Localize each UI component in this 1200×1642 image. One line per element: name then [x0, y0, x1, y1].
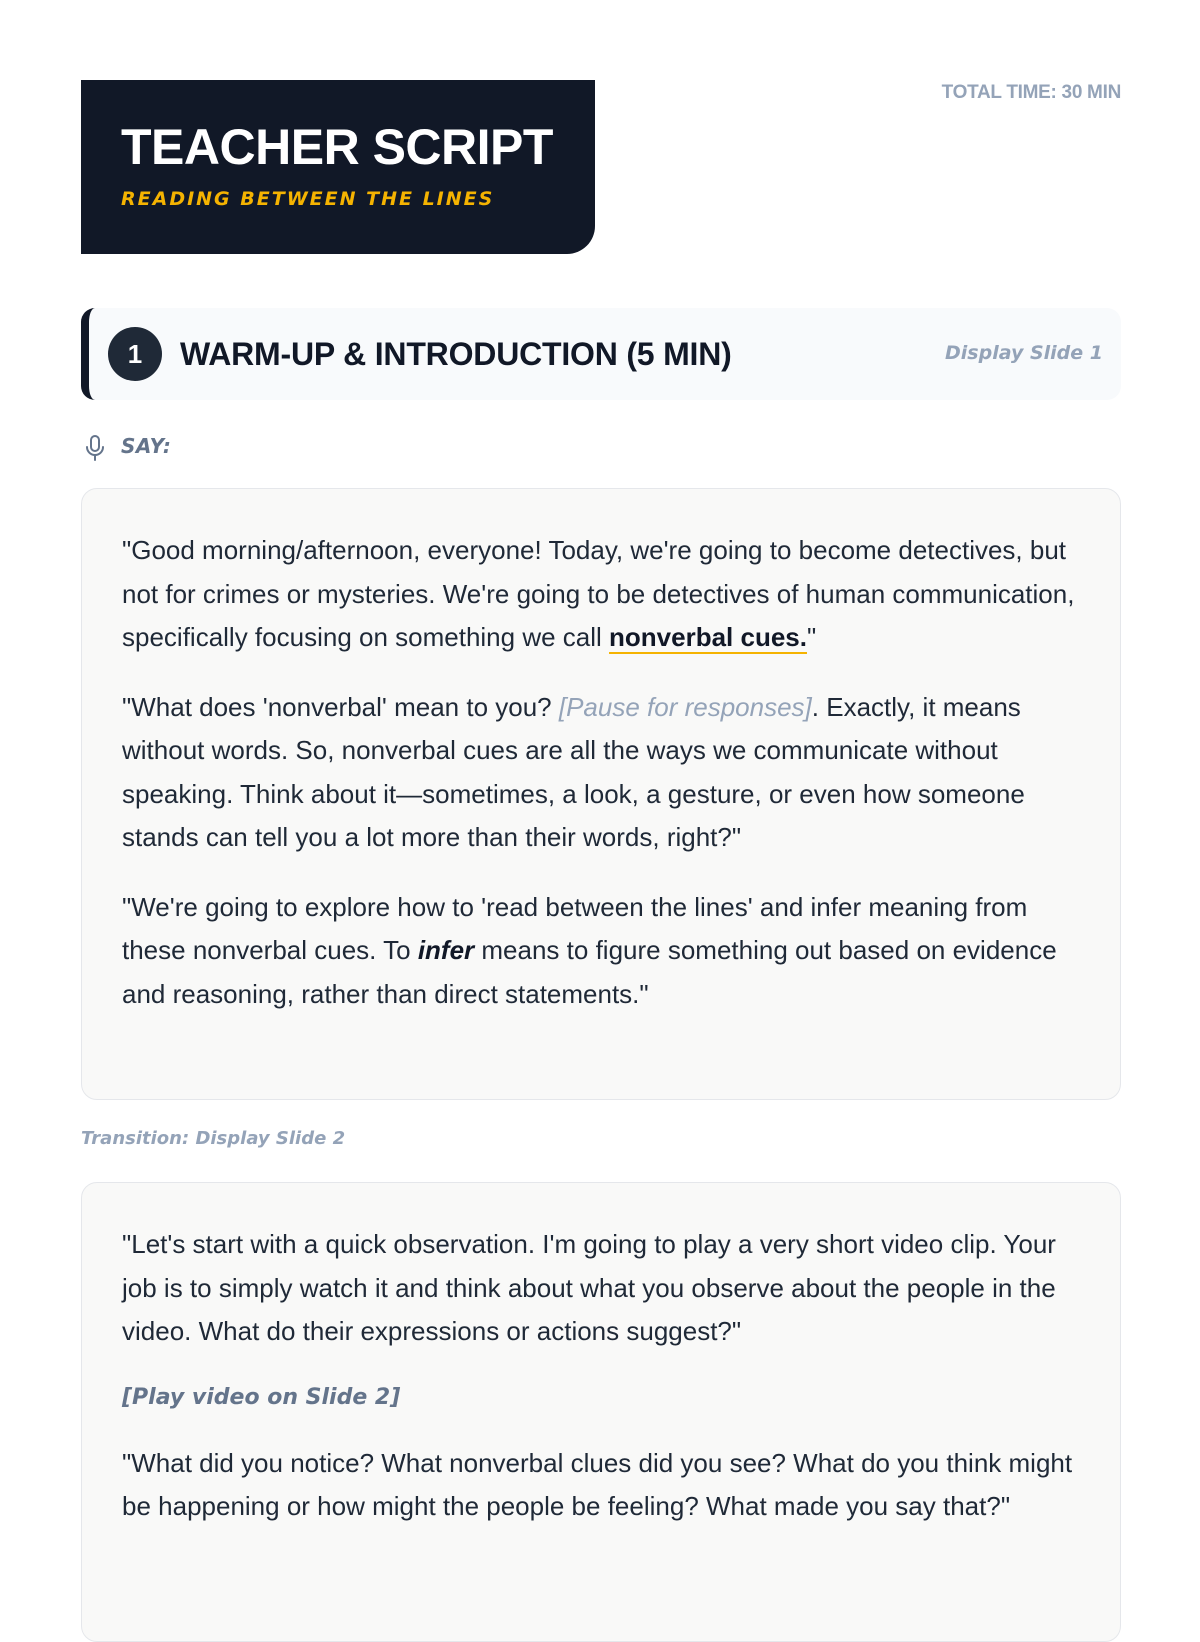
section-title: WARM-UP & INTRODUCTION (5 MIN): [180, 336, 732, 372]
microphone-icon: [83, 434, 107, 462]
script-paragraph: [122, 529, 1080, 660]
stage-direction: [Play video on Slide 2]: [122, 1384, 401, 1410]
paragraph-text: means to figure something out based on evidence and reasoning, rather than direct statements.": [122, 935, 1057, 1009]
script-paragraph: "What did you notice? What nonverbal clues did you see? What do you think might be happening or how might the people be feeling? What made you say that?": [122, 1447, 1073, 1521]
paragraph-text: "What does 'nonverbal' mean to you?: [122, 691, 559, 722]
script-paragraph: [122, 686, 1080, 860]
transition-note: Transition: Display Slide 2: [81, 1128, 346, 1149]
title-block: [81, 80, 595, 254]
script-box: [81, 1182, 1121, 1642]
total-time-label: TOTAL TIME: 30 MIN: [941, 82, 1121, 103]
section-header: [81, 308, 1121, 400]
section-slide-label: Display Slide 1: [945, 342, 1103, 364]
key-term-infer: infer: [417, 935, 475, 965]
header: [81, 80, 1121, 254]
say-label: SAY:: [121, 434, 172, 458]
key-term-nonverbal-cues: nonverbal cues.: [609, 622, 807, 652]
page-subtitle: READING BETWEEN THE LINES: [121, 188, 495, 210]
paragraph-text-end: ": [807, 622, 817, 652]
script-paragraph: "Let's start with a quick observation. I'm going to play a very short video clip. Your job is to simply watch it and think about what you observe about the people in the video. What do their expressions or actions suggest?": [122, 1229, 1056, 1346]
paragraph-text: . Exactly, it means without words. So, nonverbal cues are all the ways we communicate without speaking. Think about it—sometimes, a look, a gesture, or even how someone stands can tell you a lot more than their words, right?": [122, 691, 1025, 852]
script-box: [81, 488, 1121, 1100]
paragraph-text: "Good morning/afternoon, everyone! Today, we're going to become detectives, but not for crimes or mysteries. We're going to be detectives of human communication, specifically focusing on something we call: [122, 535, 1075, 652]
page-title: TEACHER SCRIPT: [121, 119, 553, 175]
teacher-script-page: [81, 80, 1121, 1521]
section-number-badge: 1: [108, 327, 162, 381]
paragraph-text: "We're going to explore how to 'read between the lines' and infer meaning from these nonverbal cues. To: [122, 891, 1028, 965]
pause-direction: [Pause for responses]: [558, 691, 812, 722]
script-paragraph: [122, 886, 1080, 1017]
